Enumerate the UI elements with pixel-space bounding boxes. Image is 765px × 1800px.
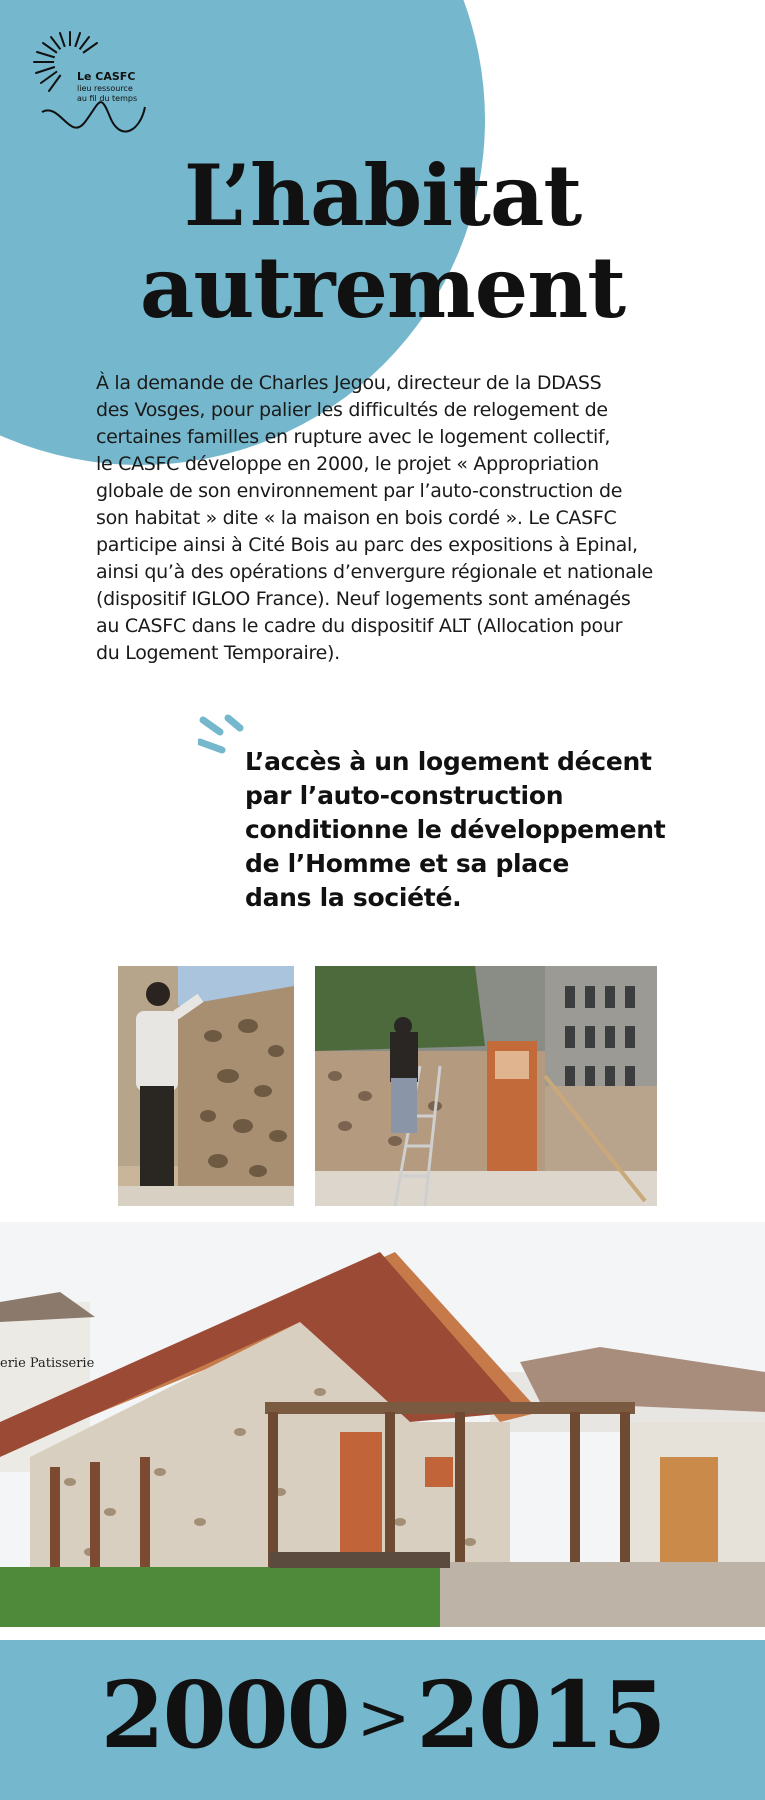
quote-line: dans la société. xyxy=(245,883,462,912)
intro-line: participe ainsi à Cité Bois au parc des expositions à Epinal, xyxy=(96,534,638,556)
year-separator: > xyxy=(356,1681,409,1755)
intro-line: le CASFC développe en 2000, le projet « Appropriation xyxy=(96,453,599,475)
logo-tagline-line1: lieu ressource xyxy=(77,84,133,93)
intro-line: globale de son environnement par l’auto-construction de xyxy=(96,480,623,502)
shop-sign-text: erie Patisserie xyxy=(0,1356,95,1371)
cordwood-house-photo xyxy=(0,1222,765,1627)
worker-on-ladder-photo xyxy=(315,966,657,1206)
intro-line: (dispositif IGLOO France). Neuf logements sont aménagés xyxy=(96,588,631,610)
quote-line: par l’auto-construction xyxy=(245,781,564,810)
intro-line: du Logement Temporaire). xyxy=(96,642,340,664)
logo-tagline xyxy=(77,84,137,104)
year-start: 2000 xyxy=(100,1661,349,1769)
intro-line: des Vosges, pour palier les difficultés de relogement de xyxy=(96,399,608,421)
pull-quote xyxy=(245,745,705,915)
years-range xyxy=(0,1655,765,1786)
intro-line: certaines familles en rupture avec le logement collectif, xyxy=(96,426,611,448)
title-line2: autrement xyxy=(139,238,626,337)
builder-cordwood-wall-photo xyxy=(118,966,294,1206)
logo-tagline-line2: au fil du temps xyxy=(77,94,138,103)
page-title xyxy=(0,146,765,337)
quote-line: L’accès à un logement décent xyxy=(245,747,652,776)
year-end: 2015 xyxy=(416,1661,665,1769)
title-line1: L’habitat xyxy=(183,146,582,245)
quote-line: de l’Homme et sa place xyxy=(245,849,570,878)
quote-line: conditionne le développement xyxy=(245,815,666,844)
intro-line: son habitat » dite « la maison en bois cordé ». Le CASFC xyxy=(96,507,617,529)
intro-line: au CASFC dans le cadre du dispositif ALT (Allocation pour xyxy=(96,615,623,637)
intro-paragraph xyxy=(96,370,696,667)
quote-accent-icon xyxy=(198,712,248,757)
intro-line: ainsi qu’à des opérations d’envergure régionale et nationale xyxy=(96,561,653,583)
casfc-logo xyxy=(30,22,170,157)
intro-line: À la demande de Charles Jegou, directeur de la DDASS xyxy=(96,372,602,394)
logo-name: Le CASFC xyxy=(77,70,136,83)
